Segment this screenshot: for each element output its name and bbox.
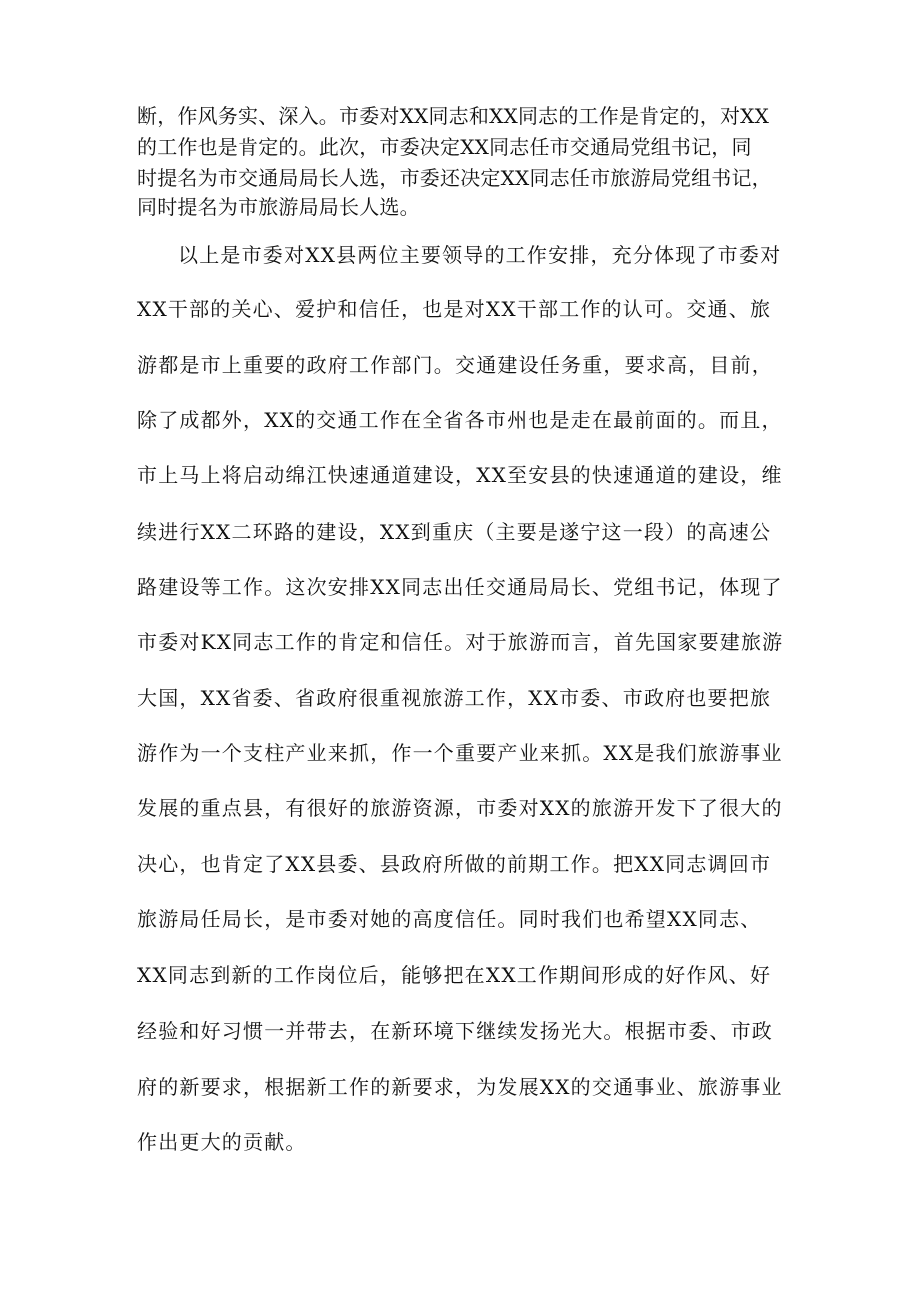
text-line: 路建设等工作。这次安排XX同志出任交通局局长、党组书记，体现了 [137,575,783,599]
text-line: 决心，也肯定了XX县委、县政府所做的前期工作。把XX同志调回市 [137,852,772,876]
text-line: 作出更大的贡献。 [137,1130,307,1154]
text-line: 时提名为市交通局局长人选，市委还决定XX同志任市旅游局党组书记， [137,166,772,190]
text-line: 除了成都外，XX的交通工作在全省各市州也是走在最前面的。而且， [137,408,783,432]
text-line: XX干部的关心、爱护和信任，也是对XX干部工作的认可。交通、旅 [137,297,772,321]
text-line: 的工作也是肯定的。此次，市委决定XX同志任市交通局党组书记，同 [137,135,752,159]
text-line: XX同志到新的工作岗位后，能够把在XX工作期间形成的好作风、好 [137,963,772,987]
text-line: 旅游局任局长，是市委对她的高度信任。同时我们也希望XX同志、 [137,907,762,931]
text-line: 游作为一个支柱产业来抓，作一个重要产业来抓。XX是我们旅游事业 [137,741,783,765]
text-line: 大国，XX省委、省政府很重视旅游工作，XX市委、市政府也要把旅 [137,686,772,710]
text-line: 断，作风务实、深入。市委对XX同志和XX同志的工作是肯定的，对XX [137,104,770,128]
text-line: 以上是市委对XX县两位主要领导的工作安排，充分体现了市委对 [178,243,782,267]
text-line: 发展的重点县，有很好的旅游资源，市委对XX的旅游开发下了很大的 [137,796,783,820]
text-line: 市委对KX同志工作的肯定和信任。对于旅游而言，首先国家要建旅游 [137,630,784,654]
text-line: 游都是市上重要的政府工作部门。交通建设任务重，要求高，目前， [137,353,773,377]
text-line: 续进行XX二环路的建设，XX到重庆（主要是遂宁这一段）的高速公 [137,520,772,544]
text-line: 府的新要求，根据新工作的新要求，为发展XX的交通事业、旅游事业 [137,1075,783,1099]
text-line: 市上马上将启动绵江快速通道建设，XX至安县的快速通道的建设，维 [137,463,783,487]
text-line: 同时提名为市旅游局局长人选。 [137,195,420,219]
text-line: 经验和好习惯一并带去，在新环境下继续发扬光大。根据市委、市政 [137,1019,773,1043]
